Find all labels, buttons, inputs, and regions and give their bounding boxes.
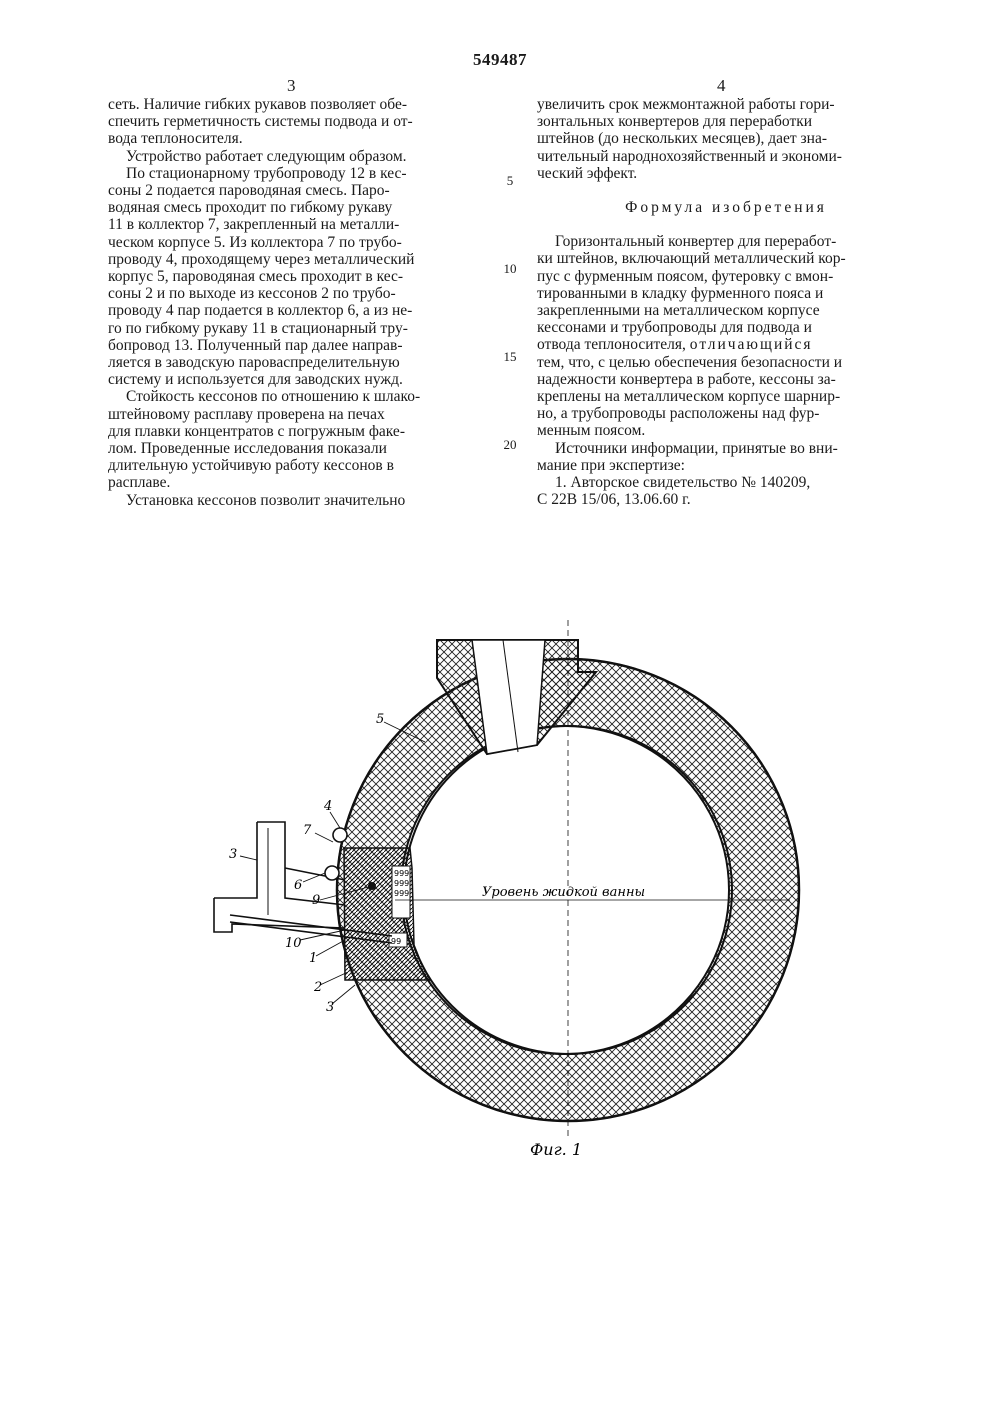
text-line: го по гибкому рукаву 11 в стационарный тру- [108,319,408,337]
text-line: соны 2 и по выходе из кессонов 2 по трубо- [108,285,396,303]
text-line: Устройство работает следующим образом. [126,147,407,165]
svg-text:999: 999 [394,879,410,888]
text-line: сеть. Наличие гибких рукавов позволяет обе- [108,96,408,113]
callout-6: 6 [294,878,303,893]
collector-4 [333,828,347,842]
text-line: пус с фурменным поясом, футеровку с вмон- [537,267,834,285]
text-line: менным поясом. [537,422,646,440]
callout-4: 4 [324,799,333,814]
line-number: 20 [503,437,517,452]
text-line: проводу 4 пар подается в коллектор 6, а из не- [108,302,413,320]
distinguishing-word: отличающийся [689,336,813,354]
text-line: водяная смесь проходит по гибкому рукаву [108,199,393,217]
text-line: вода теплоносителя. [108,130,243,148]
line-number: 15 [503,349,517,364]
text-line: По стационарному трубопроводу 12 в кес- [126,164,407,182]
text-line: длительную устойчивую работу кессонов в [108,457,394,475]
callout-5: 5 [376,712,385,727]
callout-9: 9 [312,893,321,908]
claim-line-distinguishing [537,336,915,353]
text-line: Источники информации, принятые во вни- [555,439,838,457]
text-line: тированными в кладку фурменного пояса и [537,284,824,302]
text-line: креплены на металлическом корпусе шарнир- [537,388,841,406]
caisson-block [344,848,430,980]
callout-1: 1 [309,951,318,966]
text-line: лом. Проведенные исследования показали [108,440,387,458]
svg-text:99: 99 [391,937,402,946]
text-line: Установка кессонов позволит значительно [126,491,406,509]
svg-text:999: 999 [394,889,410,898]
text-line: штейновому расплаву проверена на печах [108,405,385,423]
text-line: Горизонтальный конвертер для переработ- [555,233,837,251]
right-column [537,96,915,508]
text-line: корпус 5, пароводяная смесь проходит в кес- [108,268,404,286]
text-line: но, а трубопроводы расположены над фур- [537,405,820,423]
text-line: С 22В 15/06, 13.06.60 г. [537,491,691,509]
line-number: 10 [503,261,517,276]
sources-text [537,440,915,509]
text-line: ляется в заводскую пароваспределительную [108,354,400,372]
text-line: бопровод 13. Полученный пар далее направ- [108,336,403,354]
intro-text [537,96,915,182]
callout-3-top: 3 [229,847,238,862]
text-line: для плавки концентратов с погружным факе- [108,422,405,440]
text-line: чительный народнохозяйственный и экономи- [537,147,842,165]
liquid-level-label: Уровень жидкой ванны [482,885,646,900]
text-line: увеличить срок межмонтажной работы гори- [537,96,835,113]
text-line: 1. Авторское свидетельство № 140209, [555,474,811,492]
text-line: тем, что, с целью обеспечения безопасности и [537,353,843,371]
claim-text-rest [537,354,915,440]
line-number: 5 [506,173,514,188]
callout-7: 7 [303,823,312,838]
text-line: расплаве. [108,474,171,492]
text-line: надежности конвертера в работе, кессоны за- [537,370,836,388]
text-line: спечить герметичность системы подвода и от- [108,113,413,131]
callout-10: 10 [285,936,302,951]
text-line: 11 в коллектор 7, закрепленный на металли- [108,216,400,234]
text-line: ческом корпусе 5. Из коллектора 7 по трубо- [108,233,402,251]
text-line: ки штейнов, включающий металлический кор- [537,250,846,268]
text-line: проводу 4, проходящему через металлический [108,250,415,268]
text-line: закрепленными на металлическом корпусе [537,302,820,320]
patent-number: 549487 [473,50,527,69]
callout-2: 2 [314,980,323,995]
figure-caption: Фиг. 1 [530,1140,583,1159]
text-line: соны 2 подается пароводяная смесь. Паро- [108,182,390,200]
left-column [108,96,486,509]
collector-6 [325,866,339,880]
callout-3-bottom: 3 [326,1000,335,1015]
right-column-number: 4 [717,76,726,95]
converter-figure [0,560,1000,1160]
text-line: штейнов (до нескольких месяцев), дает зна- [537,130,828,148]
text-line: мание при экспертизе: [537,456,685,474]
text-line: зонтальных конвертеров для переработки [537,113,813,131]
claim-text [537,233,915,336]
text-line: Стойкость кессонов по отношению к шлако- [126,388,421,406]
svg-text:999: 999 [394,869,410,878]
claim-line-start: отвода теплоносителя, [537,336,686,354]
text-line: кессонами и трубопроводы для подвода и [537,319,812,337]
left-column-number: 3 [287,76,296,95]
text-line: ческий эффект. [537,164,638,182]
formula-title: Формула изобретения [625,199,827,217]
text-line: систему и используется для заводских нужд. [108,371,403,389]
